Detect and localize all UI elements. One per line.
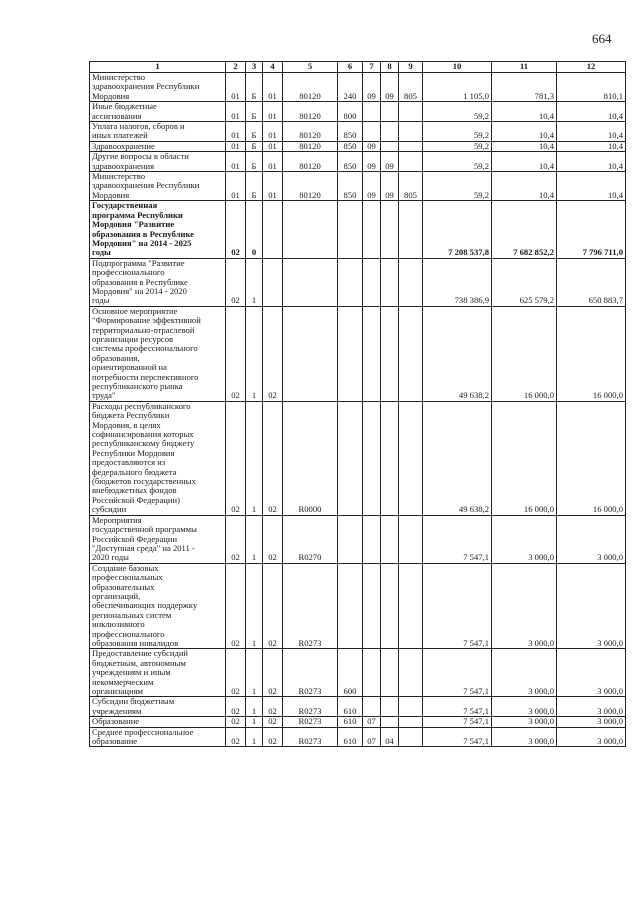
measure-code-cell: 01 [263,122,283,142]
section-cell [363,563,381,649]
department-code-cell [399,401,423,515]
measure-code-cell [263,201,283,258]
row-name-cell: Среднее профессиональное образование [90,727,226,747]
amount-col10-cell: 59,2 [423,102,492,122]
measure-code-cell: 02 [263,563,283,649]
measure-code-cell: 02 [263,727,283,747]
amount-col11-cell: 3 000,0 [492,515,557,563]
amount-col10-cell: 7 547,1 [423,515,492,563]
table-row [90,697,626,717]
amount-col10-cell: 49 638,2 [423,401,492,515]
amount-col12-cell: 810,1 [557,73,626,102]
amount-col12-cell: 3 000,0 [557,515,626,563]
amount-col12-cell: 650 883,7 [557,258,626,306]
measure-code-cell: 02 [263,649,283,697]
measure-code-cell: 02 [263,515,283,563]
table-row [90,717,626,727]
subsection-cell [381,141,399,151]
measure-code-cell: 02 [263,717,283,727]
department-code-cell: 805 [399,172,423,201]
program-code-cell: 02 [226,201,246,258]
direction-code-cell: R0273 [283,563,338,649]
row-name-cell: Мероприятия государственной программы Российской Федерации "Доступная среда" на 2011 - 2020 годы [90,515,226,563]
amount-col11-cell: 3 000,0 [492,727,557,747]
amount-col11-cell: 10,4 [492,172,557,201]
section-cell [363,515,381,563]
program-code-cell: 02 [226,258,246,306]
subprogram-code-cell: Б [246,152,263,172]
direction-code-cell: 80120 [283,141,338,151]
department-code-cell [399,717,423,727]
amount-col10-cell: 59,2 [423,122,492,142]
subprogram-code-cell: Б [246,73,263,102]
expense-type-cell: 800 [338,102,363,122]
program-code-cell: 01 [226,102,246,122]
amount-col11-cell: 3 000,0 [492,697,557,717]
amount-col10-cell: 7 547,1 [423,649,492,697]
amount-col12-cell: 10,4 [557,152,626,172]
section-cell [363,697,381,717]
row-name-cell: Расходы республиканского бюджета Республики Мордовия, в целях софинансирования которых республиканскому бюджету Республики Мордовия предоставляются из федерального бюджета (бюджетов государственных внебюджетных фондов Российской Федерации) субсидии [90,401,226,515]
expense-type-cell: 850 [338,152,363,172]
subsection-cell: 09 [381,152,399,172]
row-name-cell: Создание базовых профессиональных образовательных организаций, обеспечивающих поддержку региональных систем инклюзивного профессионального образования инвалидов [90,563,226,649]
table-row [90,306,626,401]
subsection-cell [381,201,399,258]
expense-type-cell: 610 [338,717,363,727]
section-cell [363,122,381,142]
department-code-cell [399,306,423,401]
section-cell: 09 [363,141,381,151]
amount-col11-cell: 781,3 [492,73,557,102]
amount-col11-cell: 10,4 [492,122,557,142]
table-row [90,515,626,563]
subprogram-code-cell: 1 [246,306,263,401]
measure-code-cell: 01 [263,141,283,151]
column-header: 2 [226,62,246,73]
direction-code-cell [283,258,338,306]
department-code-cell [399,141,423,151]
subprogram-code-cell: 1 [246,258,263,306]
direction-code-cell: R0270 [283,515,338,563]
department-code-cell [399,258,423,306]
row-name-cell: Министерство здравоохранения Республики Мордовия [90,172,226,201]
direction-code-cell [283,306,338,401]
section-cell [363,306,381,401]
direction-code-cell [283,201,338,258]
subsection-cell [381,563,399,649]
amount-col11-cell: 625 579,2 [492,258,557,306]
measure-code-cell: 01 [263,152,283,172]
expense-type-cell [338,306,363,401]
direction-code-cell: R0273 [283,727,338,747]
amount-col12-cell: 10,4 [557,102,626,122]
program-code-cell: 02 [226,697,246,717]
expense-type-cell: 850 [338,122,363,142]
row-name-cell: Министерство здравоохранения Республики Мордовия [90,73,226,102]
direction-code-cell: 80120 [283,122,338,142]
program-code-cell: 02 [226,717,246,727]
subsection-cell [381,515,399,563]
subprogram-code-cell: 1 [246,717,263,727]
column-header: 6 [338,62,363,73]
amount-col11-cell: 10,4 [492,141,557,151]
column-header: 12 [557,62,626,73]
amount-col11-cell: 3 000,0 [492,717,557,727]
expense-type-cell [338,258,363,306]
amount-col10-cell: 49 638,2 [423,306,492,401]
direction-code-cell: R0000 [283,401,338,515]
subsection-cell [381,258,399,306]
row-name-cell: Уплата налогов, сборов и иных платежей [90,122,226,142]
measure-code-cell: 01 [263,102,283,122]
subprogram-code-cell: 1 [246,727,263,747]
department-code-cell [399,122,423,142]
expense-type-cell: 610 [338,727,363,747]
table-row [90,258,626,306]
amount-col12-cell: 10,4 [557,122,626,142]
table-row [90,649,626,697]
subsection-cell [381,401,399,515]
table-row [90,152,626,172]
department-code-cell [399,102,423,122]
subsection-cell: 09 [381,73,399,102]
table-row [90,727,626,747]
header-row [90,62,626,73]
subprogram-code-cell: Б [246,102,263,122]
row-name-cell: Образование [90,717,226,727]
table-row [90,401,626,515]
section-cell: 09 [363,152,381,172]
department-code-cell [399,152,423,172]
row-name-cell: Другие вопросы в области здравоохранения [90,152,226,172]
table-row [90,172,626,201]
section-cell [363,102,381,122]
row-name-cell: Государственная программа Республики Мордовия "Развитие образования в Республике Мордовия" на 2014 - 2025 годы [90,201,226,258]
row-name-cell: Иные бюджетные ассигнования [90,102,226,122]
amount-col12-cell: 16 000,0 [557,401,626,515]
amount-col10-cell: 59,2 [423,172,492,201]
subsection-cell [381,306,399,401]
direction-code-cell: 80120 [283,152,338,172]
subprogram-code-cell: Б [246,122,263,142]
measure-code-cell: 01 [263,73,283,102]
row-name-cell: Основное мероприятие "Формирование эффективной территориально-отраслевой организации ресурсов системы профессионального образования, ориентированной на потребности перспективного республиканского рынка труда" [90,306,226,401]
row-name-cell: Здравоохранение [90,141,226,151]
expense-type-cell [338,401,363,515]
program-code-cell: 01 [226,152,246,172]
subsection-cell [381,102,399,122]
table-body [90,73,626,747]
program-code-cell: 01 [226,73,246,102]
direction-code-cell: 80120 [283,73,338,102]
table-row [90,141,626,151]
column-header: 8 [381,62,399,73]
amount-col10-cell: 1 105,0 [423,73,492,102]
expense-type-cell [338,563,363,649]
section-cell [363,201,381,258]
table-row [90,563,626,649]
subprogram-code-cell: 1 [246,515,263,563]
column-header: 4 [263,62,283,73]
column-header: 10 [423,62,492,73]
department-code-cell [399,201,423,258]
section-cell: 09 [363,73,381,102]
table-row [90,73,626,102]
program-code-cell: 02 [226,401,246,515]
direction-code-cell: R0273 [283,649,338,697]
amount-col10-cell: 738 386,9 [423,258,492,306]
section-cell: 07 [363,717,381,727]
subsection-cell [381,122,399,142]
amount-col10-cell: 7 208 537,8 [423,201,492,258]
subprogram-code-cell: 1 [246,697,263,717]
department-code-cell [399,649,423,697]
department-code-cell: 805 [399,73,423,102]
direction-code-cell: R0273 [283,697,338,717]
row-name-cell: Подпрограмма "Развитие профессионального образования в Республике Мордовия" на 2014 - 2020 годы [90,258,226,306]
subprogram-code-cell: 0 [246,201,263,258]
expense-type-cell [338,201,363,258]
column-header: 3 [246,62,263,73]
amount-col10-cell: 7 547,1 [423,697,492,717]
program-code-cell: 02 [226,515,246,563]
amount-col11-cell: 3 000,0 [492,649,557,697]
budget-table [89,61,626,747]
subprogram-code-cell: Б [246,141,263,151]
department-code-cell [399,697,423,717]
amount-col10-cell: 7 547,1 [423,727,492,747]
section-cell: 07 [363,727,381,747]
amount-col11-cell: 7 682 852,2 [492,201,557,258]
amount-col12-cell: 10,4 [557,172,626,201]
program-code-cell: 02 [226,649,246,697]
table-row [90,122,626,142]
amount-col10-cell: 59,2 [423,152,492,172]
section-cell [363,649,381,697]
expense-type-cell: 850 [338,172,363,201]
column-header: 11 [492,62,557,73]
subsection-cell [381,717,399,727]
direction-code-cell: 80120 [283,172,338,201]
column-header: 1 [90,62,226,73]
department-code-cell [399,515,423,563]
program-code-cell: 02 [226,306,246,401]
amount-col10-cell: 7 547,1 [423,717,492,727]
amount-col12-cell: 3 000,0 [557,717,626,727]
amount-col12-cell: 3 000,0 [557,649,626,697]
subprogram-code-cell: 1 [246,649,263,697]
amount-col11-cell: 16 000,0 [492,401,557,515]
subprogram-code-cell: 1 [246,563,263,649]
department-code-cell [399,563,423,649]
column-header: 7 [363,62,381,73]
section-cell: 09 [363,172,381,201]
program-code-cell: 01 [226,141,246,151]
measure-code-cell: 01 [263,172,283,201]
row-name-cell: Предоставление субсидий бюджетным, автономным учреждениям и иным некоммерческим организациям [90,649,226,697]
program-code-cell: 02 [226,727,246,747]
subsection-cell: 04 [381,727,399,747]
expense-type-cell [338,515,363,563]
measure-code-cell: 02 [263,697,283,717]
amount-col11-cell: 3 000,0 [492,563,557,649]
measure-code-cell: 02 [263,401,283,515]
measure-code-cell [263,258,283,306]
amount-col10-cell: 59,2 [423,141,492,151]
expense-type-cell: 600 [338,649,363,697]
table-row [90,102,626,122]
expense-type-cell: 240 [338,73,363,102]
column-header: 5 [283,62,338,73]
amount-col11-cell: 10,4 [492,152,557,172]
amount-col10-cell: 7 547,1 [423,563,492,649]
page-number: 664 [592,31,612,46]
program-code-cell: 01 [226,172,246,201]
amount-col12-cell: 10,4 [557,141,626,151]
subprogram-code-cell: 1 [246,401,263,515]
table-row [90,201,626,258]
subsection-cell [381,649,399,697]
expense-type-cell: 610 [338,697,363,717]
amount-col12-cell: 16 000,0 [557,306,626,401]
program-code-cell: 01 [226,122,246,142]
section-cell [363,401,381,515]
subsection-cell [381,697,399,717]
direction-code-cell: R0273 [283,717,338,727]
measure-code-cell: 02 [263,306,283,401]
section-cell [363,258,381,306]
row-name-cell: Субсидии бюджетным учреждениям [90,697,226,717]
expense-type-cell: 850 [338,141,363,151]
subsection-cell: 09 [381,172,399,201]
direction-code-cell: 80120 [283,102,338,122]
amount-col12-cell: 7 796 711,0 [557,201,626,258]
subprogram-code-cell: Б [246,172,263,201]
amount-col11-cell: 10,4 [492,102,557,122]
amount-col12-cell: 3 000,0 [557,563,626,649]
amount-col12-cell: 3 000,0 [557,697,626,717]
amount-col12-cell: 3 000,0 [557,727,626,747]
program-code-cell: 02 [226,563,246,649]
column-header: 9 [399,62,423,73]
department-code-cell [399,727,423,747]
amount-col11-cell: 16 000,0 [492,306,557,401]
